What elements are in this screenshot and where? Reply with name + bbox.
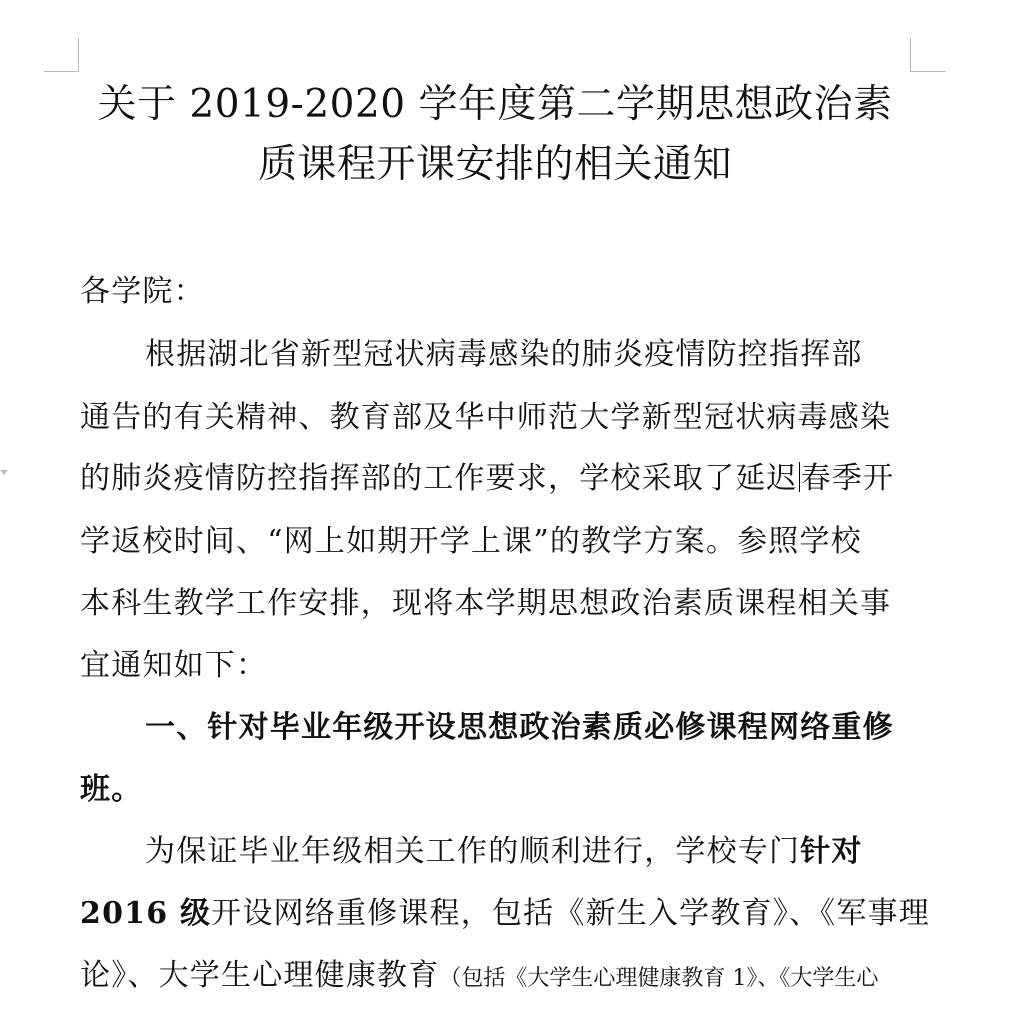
paragraph1-line3-before-cursor: 的肺炎疫情防控指挥部的工作要求，学校采取了延迟 (80, 461, 798, 496)
salutation: 各学院： (80, 274, 205, 309)
document-title-line-1: 关于 2019-2020 学年度第二学期思想政治素 (97, 82, 893, 127)
paragraph2-line3 (80, 954, 912, 1001)
text-cursor (799, 462, 800, 492)
paragraph1-line5: 本科生教学工作安排，现将本学期思想政治素质课程相关事 (80, 586, 892, 621)
paragraph1-line1: 根据湖北省新型冠状病毒感染的肺炎疫情防控指挥部 (145, 337, 863, 372)
heading1-line2: 班。 (80, 772, 143, 807)
crop-mark-top-right-horizontal (910, 71, 946, 72)
document-title-line-2: 质课程开课安排的相关通知 (257, 142, 732, 187)
paragraph1-line2: 通告的有关精神、教育部及华中师范大学新型冠状病毒感染 (80, 400, 892, 435)
paragraph2-line2 (80, 892, 930, 936)
paragraph-marker-icon[interactable] (0, 470, 8, 475)
paragraph1-line6: 宜通知如下： (80, 648, 268, 683)
paragraph2-line1-bold: 针对 (800, 834, 863, 869)
crop-mark-top-left-vertical (78, 38, 79, 72)
paragraph2-line2-bold: 2016 级 (80, 896, 212, 931)
paragraph1-line3[interactable] (80, 457, 912, 501)
paragraph1-line4: 学返校时间、“网上如期开学上课”的教学方案。参照学校 (80, 524, 862, 559)
paragraph2-line1-normal: 为保证毕业年级相关工作的顺利进行，学校专门 (145, 834, 801, 869)
paragraph2-line2-normal: 开设网络重修课程，包括《新生入学教育》、《军事理 (211, 896, 930, 931)
crop-mark-top-left-horizontal (44, 71, 79, 72)
paragraph2-line1 (145, 830, 912, 874)
crop-mark-top-right-vertical (910, 38, 911, 72)
paragraph2-line3-small: （包括《大学生心理健康教育 1》、《大学生心 (439, 966, 879, 991)
paragraph2-line3-normal: 论》、大学生心理健康教育 (80, 958, 440, 993)
heading1-line1: 一、针对毕业年级开设思想政治素质必修课程网络重修 (145, 710, 894, 745)
paragraph1-line3-after-cursor: 春季开 (800, 461, 895, 496)
